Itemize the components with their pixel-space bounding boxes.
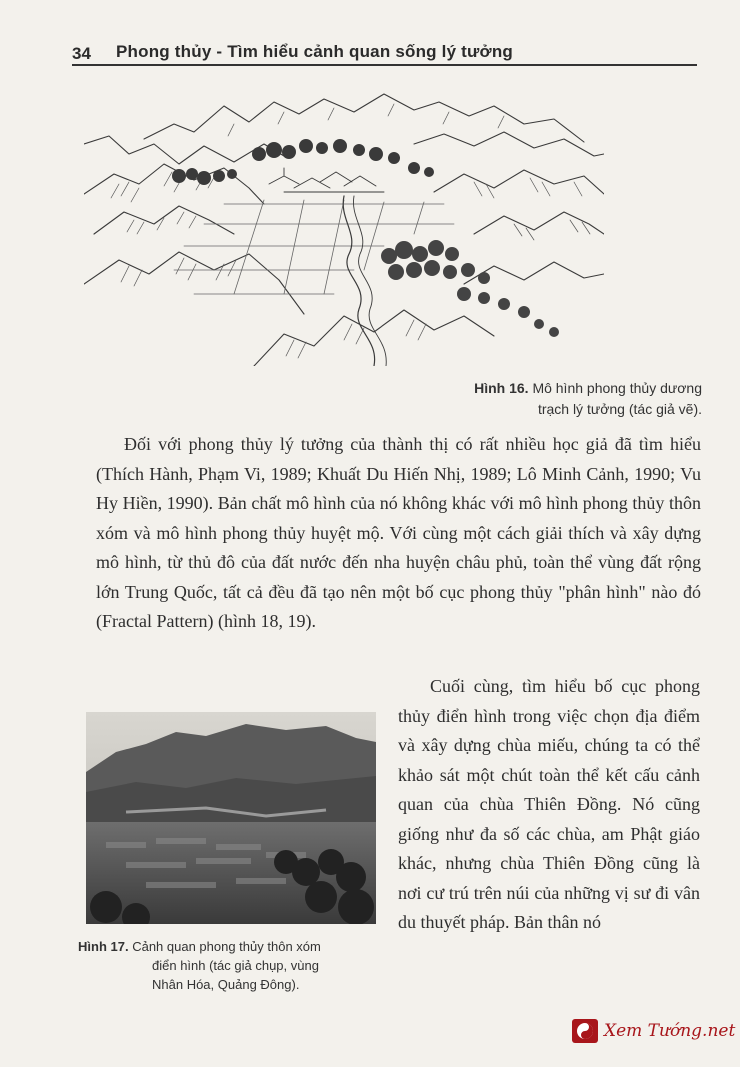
- page-number: 34: [72, 44, 91, 63]
- header-rule: [72, 64, 697, 66]
- figure-17-caption-line3: Nhân Hóa, Quảng Đông).: [152, 977, 300, 992]
- site-watermark: [572, 1017, 735, 1045]
- watermark-text: Xem Tướng.net: [604, 1021, 736, 1041]
- figure-16-caption: [440, 378, 702, 420]
- figure-17-photo: [86, 712, 376, 924]
- figure-16-label: Hình 16.: [474, 380, 529, 396]
- figure-17-caption-line2: điển hình (tác giả chụp, vùng: [152, 958, 319, 973]
- figure-16-caption-line2: trạch lý tưởng (tác giả vẽ).: [537, 401, 702, 417]
- figure-16-caption-line1: Mô hình phong thủy dương: [532, 380, 702, 396]
- page-header: [72, 38, 697, 68]
- running-title: Phong thủy - Tìm hiểu cảnh quan sống lý tưởng: [116, 42, 513, 61]
- body-paragraph-2: Cuối cùng, tìm hiểu bố cục phong thủy điển hình trong việc chọn địa điểm và xây dựng chùa miếu, chúng ta có thể khảo sát một chút toàn thể kết cấu cảnh quan của chùa Thiên Đồng. Nó cũng giống như đa số các chùa, am Phật giáo khác, nhưng chùa Thiên Đồng cũng là nơi cư trú trên núi của những vị sư đi vân du thuyết pháp. Bản thân nó: [398, 676, 700, 932]
- figure-17-caption-line1: Cảnh quan phong thủy thôn xóm: [132, 939, 321, 954]
- figure-17-caption: [78, 937, 374, 994]
- figure-16-illustration: [84, 84, 604, 366]
- body-paragraph-1: Đối với phong thủy lý tưởng của thành thị có rất nhiều học giả đã tìm hiểu (Thích Hành, Phạm Vi, 1989; Khuất Du Hiến Nhị, 1989; Lô Minh Cảnh, 1990; Vu Hy Hiền, 1990). Bản chất mô hình của nó không khác với mô hình phong thủy thôn xóm và mô hình phong thủy huyệt mộ. Với cùng một cách giải thích và xây dựng mô hình, từ thủ đô của đất nước đến nha huyện châu phủ, toàn thể vùng đất rộng lớn Trung Quốc, tất cả đều đã tạo nên một bố cục phong thủy "phân hình" nào đó (Fractal Pattern) (hình 18, 19).: [96, 434, 701, 631]
- yin-yang-icon: [572, 1019, 598, 1043]
- figure-17-label: Hình 17.: [78, 939, 129, 954]
